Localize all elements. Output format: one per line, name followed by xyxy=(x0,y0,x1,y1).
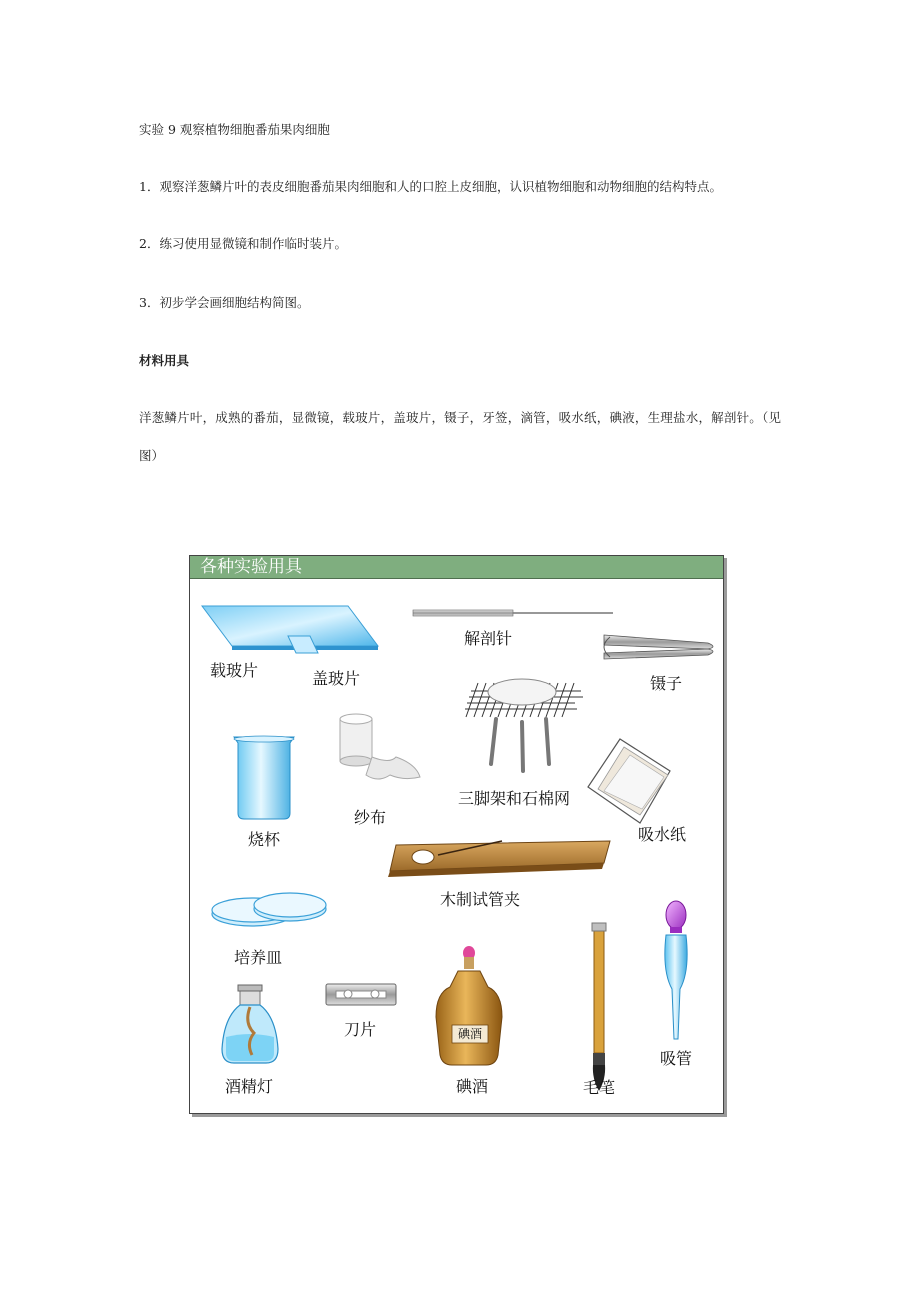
materials-text: 洋葱鳞片叶，成熟的番茄，显微镜，载玻片，盖玻片，镊子，牙签，滴管，吸水纸，碘液，生理盐水，解剖针。（见图） xyxy=(139,410,781,463)
brush-icon xyxy=(592,923,606,1091)
label-beaker: 烧杯 xyxy=(248,830,281,849)
iodine-bottle-icon xyxy=(436,946,502,1065)
gauze-icon xyxy=(340,714,420,779)
razor-blade-icon xyxy=(326,984,396,1005)
objective-2: 2．练习使用显微镜和制作临时装片。 xyxy=(139,236,347,251)
dissecting-needle-icon xyxy=(413,610,613,616)
objective-3: 3．初步学会画细胞结构简图。 xyxy=(139,295,310,310)
beaker-icon xyxy=(234,736,294,819)
label-blotting-paper: 吸水纸 xyxy=(638,825,687,844)
label-coverslip: 盖玻片 xyxy=(312,669,361,688)
label-iodine: 碘酒 xyxy=(456,1077,489,1096)
objective-1: 1．观察洋葱鳞片叶的表皮细胞番茄果肉细胞和人的口腔上皮细胞，认识植物细胞和动物细胞的结构特点。 xyxy=(139,179,722,194)
label-tweezers: 镊子 xyxy=(650,674,683,693)
slide-icon xyxy=(202,606,378,650)
materials-heading: 材料用具 xyxy=(139,353,190,368)
dropper-icon xyxy=(665,901,687,1039)
label-slide: 载玻片 xyxy=(210,661,259,680)
label-petri-dish: 培养皿 xyxy=(234,948,283,967)
label-tripod: 三脚架和石棉网 xyxy=(458,789,571,808)
lab-equipment-figure xyxy=(189,555,724,1114)
blotting-paper-icon xyxy=(588,739,670,823)
figure-body xyxy=(190,579,723,1113)
label-tube-clamp: 木制试管夹 xyxy=(440,890,521,909)
experiment-title: 实验 9 观察植物细胞番茄果肉细胞 xyxy=(139,122,330,137)
tweezers-icon xyxy=(604,635,713,659)
test-tube-clamp-icon xyxy=(388,841,610,877)
label-needle: 解剖针 xyxy=(464,629,513,648)
alcohol-lamp-icon xyxy=(222,985,278,1063)
label-blade: 刀片 xyxy=(344,1020,377,1039)
label-brush: 毛笔 xyxy=(583,1078,616,1097)
label-dropper: 吸管 xyxy=(660,1049,693,1068)
label-gauze: 纱布 xyxy=(354,808,387,827)
iodine-bottle-label: 碘酒 xyxy=(458,1027,483,1041)
petri-dish-icon xyxy=(212,893,326,926)
tripod-icon xyxy=(465,679,583,771)
label-lamp: 酒精灯 xyxy=(225,1077,274,1096)
figure-title: 各种实验用具 xyxy=(190,556,723,579)
